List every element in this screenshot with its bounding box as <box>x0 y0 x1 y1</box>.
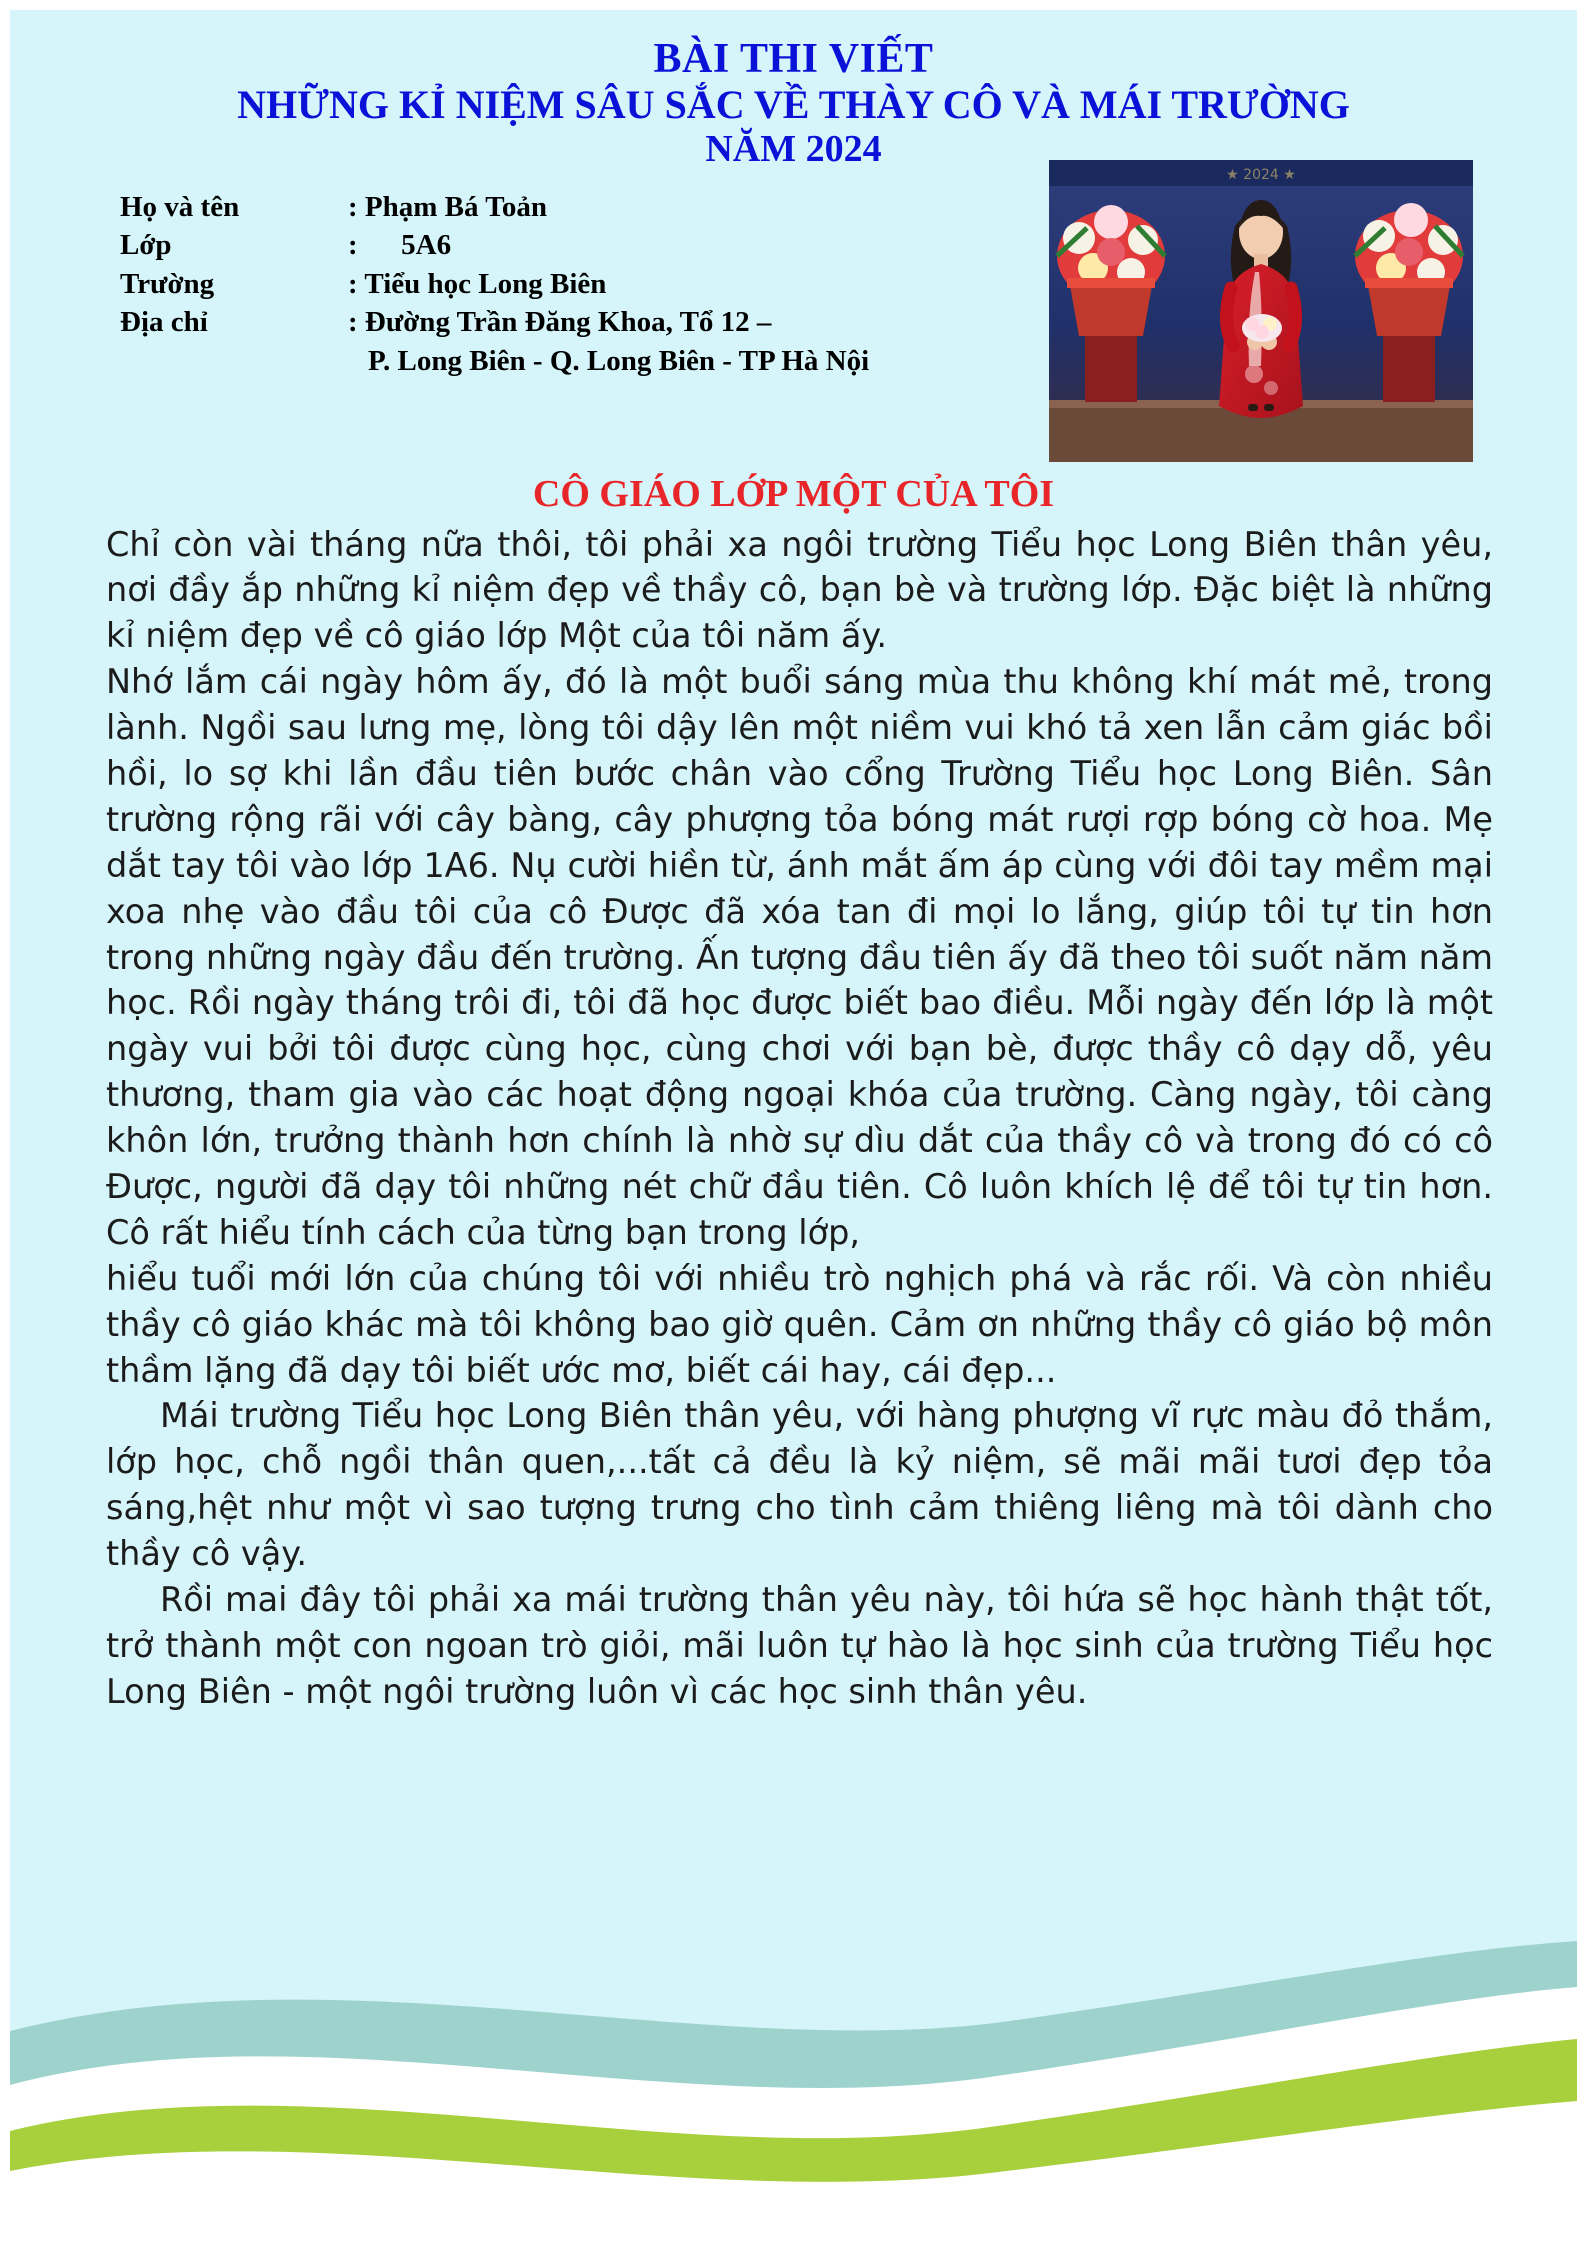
info-row-class <box>120 226 869 265</box>
paragraph-4: Mái trường Tiểu học Long Biên thân yêu, với hàng phượng vĩ rực màu đỏ thắm, lớp học, chỗ ngồi thân quen,...tất cả đều là kỷ niệm, sẽ mãi mãi tươi đẹp tỏa sáng,hệt như một vì sao tượng trưng cho tình cảm thiêng liêng mà tôi dành cho thầy cô vậy. <box>106 1396 1493 1574</box>
info-label-name: Họ và tên <box>120 190 240 223</box>
info-value-address: : Đường Trần Đăng Khoa, Tổ 12 – <box>348 306 772 339</box>
info-row-address <box>120 303 869 342</box>
info-label-class: Lớp <box>120 229 172 262</box>
paragraph-1: Chỉ còn vài tháng nữa thôi, tôi phải xa ngôi trường Tiểu học Long Biên thân yêu, nơi đầy ắp những kỉ niệm đẹp về thầy cô, bạn bè và trường lớp. Đặc biệt là những kỉ niệm đẹp về cô giáo lớp Một của tôi năm ấy. <box>106 524 1493 656</box>
footer-wave-decoration <box>10 1935 1577 2235</box>
paragraph-5: Rồi mai đây tôi phải xa mái trường thân yêu này, tôi hứa sẽ học hành thật tốt, trở thành một con ngoan trò giỏi, mãi luôn tự hào là học sinh của trường Tiểu học Long Biên - một ngôi trường luôn vì các học sinh thân yêu. <box>106 1580 1493 1711</box>
info-value-class: : 5A6 <box>348 229 452 262</box>
paragraph-3: hiểu tuổi mới lớn của chúng tôi với nhiều trò nghịch phá và rắc rối. Và còn nhiều thầy cô giáo khác mà tôi không bao giờ quên. Cảm ơn những thầy cô giáo bộ môn thầm lặng đã dạy tôi biết ước mơ, biết cái hay, cái đẹp... <box>106 1258 1493 1390</box>
title-line-1: BÀI THI VIẾT <box>653 36 934 82</box>
info-row-school <box>120 265 869 304</box>
article-title: CÔ GIÁO LỚP MỘT CỦA TÔI <box>532 472 1055 515</box>
title-line-2: NHỮNG KỈ NIỆM SÂU SẮC VỀ THÀY CÔ VÀ MÁI TRƯỜNG <box>237 82 1350 128</box>
info-label-school: Trường <box>120 267 215 300</box>
paragraph-2: Nhớ lắm cái ngày hôm ấy, đó là một buổi sáng mùa thu không khí mát mẻ, trong lành. Ngồi sau lưng mẹ, lòng tôi dậy lên một niềm vui khó tả xen lẫn cảm giác bồi hồi, lo sợ khi lần đầu tiên bước chân vào cổng Trường Tiểu học Long Biên. Sân trường rộng rãi với cây bàng, cây phượng tỏa bóng mát rượi rợp bóng cờ hoa. Mẹ dắt tay tôi vào lớp 1A6. Nụ cười hiền từ, ánh mắt ấm áp cùng với đôi tay mềm mại xoa nhẹ vào đầu tôi của cô Được đã xóa tan đi mọi lo lắng, giúp tôi tự tin hơn trong những ngày đầu đến trường. Ấn tượng đầu tiên ấy đã theo tôi suốt năm năm học. Rồi ngày tháng trôi đi, tôi đã học được biết bao điều. Mỗi ngày đến lớp là một ngày vui bởi tôi được cùng học, cùng chơi với bạn bè, được thầy cô dạy dỗ, yêu thương, tham gia vào các hoạt động ngoại khóa của trường. Càng ngày, tôi càng khôn lớn, trưởng thành hơn chính là nhờ sự dìu dắt của thầy cô và trong đó có cô Được, người đã dạy tôi những nét chữ đầu tiên. Cô luôn khích lệ để tôi tự tin hơn. Cô rất hiểu tính cách của từng bạn trong lớp, <box>106 662 1493 1252</box>
page-inner <box>10 10 1577 2235</box>
document-header <box>10 10 1577 172</box>
info-value-school: : Tiểu học Long Biên <box>348 267 607 300</box>
svg-text:★ 2024 ★: ★ 2024 ★ <box>1226 166 1296 183</box>
info-label-address: Địa chỉ <box>120 306 208 339</box>
info-row-name <box>120 188 869 227</box>
info-value-name: : Phạm Bá Toản <box>348 190 548 223</box>
author-info-block <box>120 188 869 381</box>
author-info-section <box>10 166 1577 488</box>
author-photo <box>1049 160 1473 462</box>
article-body <box>10 522 1577 1715</box>
title-line-3: NĂM 2024 <box>705 127 882 170</box>
info-address-continued: P. Long Biên - Q. Long Biên - TP Hà Nội <box>368 344 870 377</box>
